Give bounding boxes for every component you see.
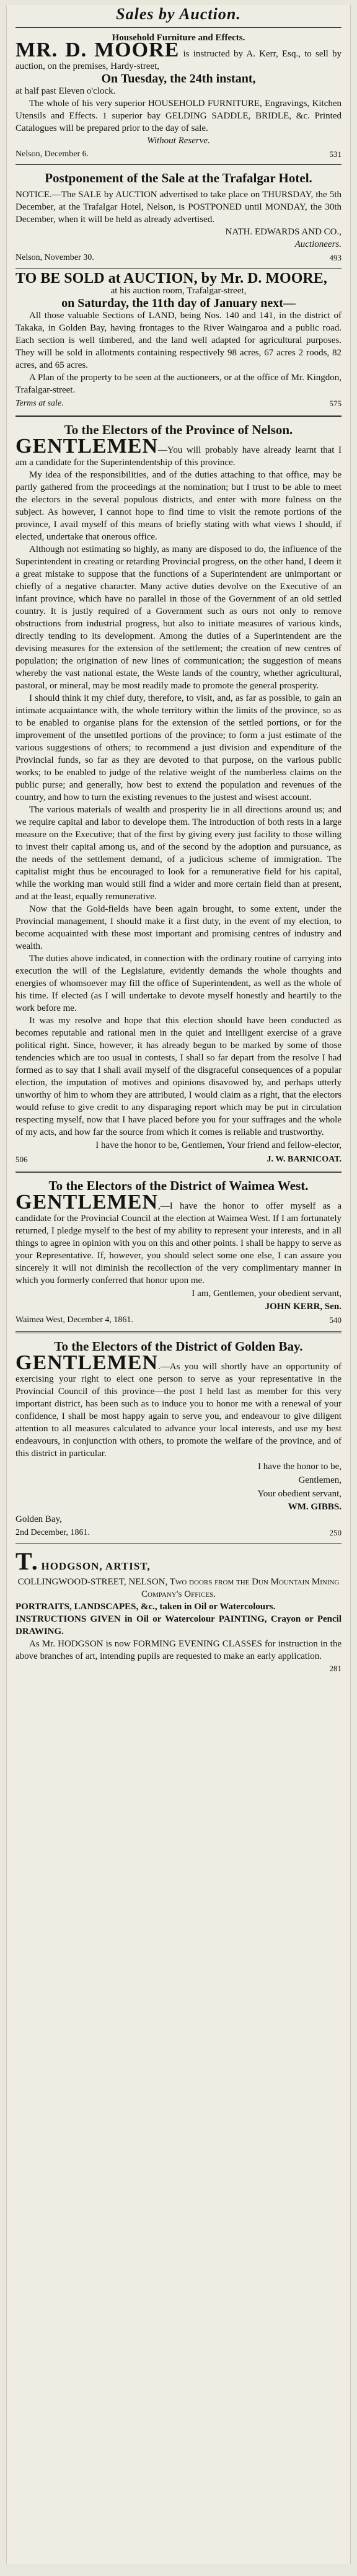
ad-title: To the Electors of the District of Waimea West. (48, 1178, 309, 1193)
ad-closing-3: Your obedient servant, (257, 1489, 342, 1499)
ad-lead-first: GENTLEMEN (15, 435, 159, 458)
ad-body: All those valuable Sections of LAND, being Nos. 140 and 141, in the district of Takaka, in Golden Bay, having frontages to the River Waingaroa and a public road. Each section is well timbered, and the land well adapted for agricultural purposes. They will be sold in allotments containing respectively 98 acres, 67 acres 2 roods, 82 acres, and 65 acres. (15, 311, 342, 370)
ad-number: 493 (329, 253, 342, 262)
ad-signature: J. W. BARNICOAT. (267, 1155, 342, 1164)
ad-lead-rest: ,—I have the honor to offer myself as a candidate for the Provincial Council at the election at Waimea West. If I am fortunately returned, I pledge myself to the best of my ability to represent your interests, and in all things to agree in opinion with you on this and other points. I shall be happy to serve as your Representative. If, however, you should select some one else, I can assure you sincerely it will not diminish the recollection of the very complimentary manner in which you formerly conferred that honor upon me. (15, 1201, 342, 1286)
ad-name: HODGSON, ARTIST, (41, 1560, 151, 1572)
ad-number: 506 (15, 1155, 28, 1164)
ad-number: 540 (329, 1315, 342, 1325)
ad-body: NOTICE.—The SALE by AUCTION advertised to take place on THURSDAY, the 5th December, at the Trafalgar Hotel, Nelson, is POSTPONED until MONDAY, the 30th December, when it will be held as already advertised. (15, 190, 342, 224)
ad-lead (15, 1191, 342, 1287)
ad-household-furniture (15, 32, 342, 161)
ad-signature: WM. GIBBS. (288, 1502, 342, 1512)
ad-paragraph: My idea of the responsibilities, and of the duties attaching to that office, may be partly gathered from the proceedings at the nomination; but I trust to be able to meet the electors in the several populous districts, and enter with more fulness on the subject. As however, I cannot hope to find time to visit the remote portions of the province, I avail myself of this means of briefly stating with what views I should, if elected, undertake that onerous office. (15, 470, 342, 542)
ad-date: on Saturday, the 11th day of January next— (61, 296, 296, 310)
ad-land-auction (15, 272, 342, 410)
ad-signature: JOHN KERR, Sen. (265, 1302, 342, 1312)
ad-date: On Tuesday, the 24th instant, (101, 72, 256, 86)
ad-place: Golden Bay, (15, 1514, 62, 1524)
ad-place-date: Waimea West, December 4, 1861. (15, 1315, 133, 1325)
ad-footer (15, 148, 342, 161)
ad-footer (15, 1527, 342, 1539)
ad-lead-rest: .—As you will shortly have an opportunity of exercising your right to elect one person to serve as your representative in the Provincial Council of this province—the post I held last as member for this very important district, has been such as to induce you to honor me with a renewal of your confidence, I shall be most happy again to serve you, and endeavour to give diligent attention to all measures calculated to advance your local interests, and use my best endeavours, in conjunction with others, to promote the welfare of the province, and of this district in particular. (15, 1362, 342, 1459)
ad-title: TO BE SOLD at AUCTION, by Mr. D. MOORE, (15, 270, 327, 286)
ad-role: Auctioneers. (294, 239, 342, 249)
ad-electors-waimea-west (15, 1178, 342, 1326)
ad-paragraph: Although not estimating so highly, as many are disposed to do, the influence of the Superintendent in creating or retarding Provincial progress, on the other hand, I deem it a great mistake to suppose that the functions of a Superintendent are unimportant or chiefly of a negative character. Many active duties devolve on the Executive of an infant province, which have no parallel in those of the Government of an old settled country. It is justly required of a Government such as ours not only to remove obstructions from industrial progress, but also to initiate measures of various kinds, directly tending to its development. Among the duties of a Superintendent are the devising measures for the extension of the settlement; the creation of new centres of population; the origination of new lines of communication; the suggestion of means whereby the vast national estate, the Weste lands of the country, whether agricultural, pastoral, or mineral, may be most readily made to promote the general prosperity. (15, 544, 342, 691)
divider (15, 1331, 342, 1333)
ad-hodgson-artist (15, 1547, 342, 1675)
page-heading: Sales by Auction. (116, 5, 241, 23)
divider (15, 27, 342, 28)
ad-line-2: INSTRUCTIONS GIVEN in Oil or Watercolour PAINTING, Crayon or Pencil DRAWING. (15, 1614, 342, 1637)
ad-plan: A Plan of the property to be seen at the auctioneers, or at the office of Mr. Kingdon, Trafalgar-street. (15, 373, 342, 395)
newspaper-page (6, 5, 351, 2564)
ad-lead-first: GENTLEMEN (15, 1351, 159, 1374)
ad-closing: I have the honor to be, Gentlemen, Your friend and fellow-elector, (95, 1140, 342, 1150)
ad-electors-nelson (15, 422, 342, 1166)
ad-reserve: Without Reserve. (147, 136, 210, 146)
ad-lead-rest: —You will probably have already learnt that I am a candidate for the Superintendentship of this province. (15, 445, 342, 468)
ad-footer (15, 1153, 342, 1166)
ad-postponement (15, 170, 342, 264)
ad-signature: NATH. EDWARDS AND CO., (225, 227, 342, 237)
ad-line-1: PORTRAITS, LANDSCAPES, &c., taken in Oil or Watercolours. (15, 1602, 276, 1612)
ad-footer (15, 398, 342, 410)
ad-title: To the Electors of the District of Golden Bay. (54, 1339, 303, 1354)
ad-address: COLLINGWOOD-STREET, NELSON, Two doors from the Dun Mountain Mining Company's Offices. (17, 1577, 340, 1599)
ad-time: at half past Eleven o'clock. (15, 86, 116, 96)
ad-footer (15, 1314, 342, 1326)
ad-footer (15, 252, 342, 264)
ad-paragraph: The various materials of wealth and prosperity lie in all directions around us; and we require capital and labor to develope them. The introduction of both rests in a large measure on the Executive; that of the first by giving every just facility to those willing to invest their capital among us, and of the second by the adoption and pursuance, as the needs of the settlement demand, of a judicious scheme of immigration. The capitalist might thus be encouraged to look for a remunerative field for his capital, while the working man would still find a wider and more certain field than at present, and at the least, equally remunerative. (15, 805, 342, 902)
ad-paragraph: Now that the Gold-fields have been again brought, to some extent, under the Provincial management, I should make it a first duty, in the event of my election, to become acquainted with these most important and promising centres of industry and wealth. (15, 904, 342, 951)
ad-lead-first: MR. D. MOORE (15, 38, 180, 61)
ad-lead-rest: is instructed by A. Kerr, Esq., to sell by auction, on the premises, Hardy-street, (15, 49, 342, 71)
ad-body: The whole of his very superior HOUSEHOLD FURNITURE, Engravings, Kitchen Utensils and Effects. 1 superior bay GELDING SADDLE, BRIDLE, &c. Printed Catalogues will be prepared prior to the day of sale. (15, 99, 342, 133)
ad-lead (15, 1547, 342, 1576)
ad-paragraph: I should think it my chief duty, therefore, to visit, and, as far as possible, to gain an intimate acquaintance with, the whole territory within the limits of the province, so as to be enabled to organise plans for the extension of the settled portions, or for the improvement of the unsettled portions of the province; to form a just estimate of the various suggestions of others; to recommend a just division and expenditure of the Provincial funds, so far as they are devoted to that purpose, on the various public works; to be enabled to judge of the relative weight of the numberless claims on the public purse; and generally, how best to extend the population and revenues of the country, and how to turn the existing revenues to the justest and wisest account. (15, 693, 342, 802)
ad-number: 281 (329, 1664, 342, 1673)
ad-lead-first: GENTLEMEN (15, 1191, 159, 1214)
ad-place-date: Nelson, November 30. (15, 253, 94, 262)
ad-title: Postponement of the Sale at the Trafalgar Hotel. (45, 171, 312, 185)
ad-date: 2nd December, 1861. (15, 1528, 90, 1537)
divider (15, 268, 342, 269)
ad-lead-first: T. (15, 1547, 39, 1575)
divider (15, 164, 342, 165)
ad-number: 531 (329, 149, 342, 159)
ad-paragraph: It was my resolve and hope that this election should have been conducted as becomes reputable and rational men in the quiet and intelligent exercise of a grave political right. Since, however, it has already begun to be marked by some of those tendencies which are too usual in contests, I shall so far depart from the resolve I had formed as to say that I shall avail myself of the disgraceful consequences of a popular election, the imputation of motives and opinions disavowed by, and perhaps utterly unworthy of him to whom they are attributed, I would claim as a right, that the electors would refuse to give credit to any disparaging report which may be put in circulation respecting myself, now that I have placed before you for your suffrages and the whole of my acts, and how far the source from which it comes is reliable and trustworthy. (15, 1016, 342, 1137)
ad-closing-2: Gentlemen, (298, 1475, 342, 1485)
ad-number: 250 (329, 1528, 342, 1537)
ad-subtitle: at his auction room, Trafalgar-street, (110, 286, 247, 296)
ad-closing: I am, Gentlemen, your obedient servant, (192, 1289, 342, 1299)
ad-paragraph: As Mr. HODGSON is now FORMING EVENING CLASSES for instruction in the above branches of art, intending pupils are requested to make an early application. (15, 1639, 342, 1661)
ad-closing-1: I have the honor to be, (258, 1462, 342, 1472)
ad-electors-golden-bay (15, 1338, 342, 1539)
divider (15, 415, 342, 417)
ad-lead (15, 435, 342, 469)
ad-lead (15, 1351, 342, 1460)
ad-title: To the Electors of the Province of Nelson. (64, 422, 293, 437)
ad-paragraph: The duties above indicated, in connection with the ordinary routine of carrying into execution the will of the Legislature, evidently demands the whole thoughts and energies of whomsoever may fill the office of Superintendent, as well as the whole of his time. If elected (as I will undertake to devote myself honestly and heartily to the work before me. (15, 954, 342, 1013)
divider (15, 1171, 342, 1173)
ad-heading: Household Furniture and Effects. (112, 33, 245, 43)
ad-place-date: Nelson, December 6. (15, 149, 89, 159)
ad-terms: Terms at sale. (15, 399, 64, 408)
ad-number: 575 (329, 399, 342, 408)
